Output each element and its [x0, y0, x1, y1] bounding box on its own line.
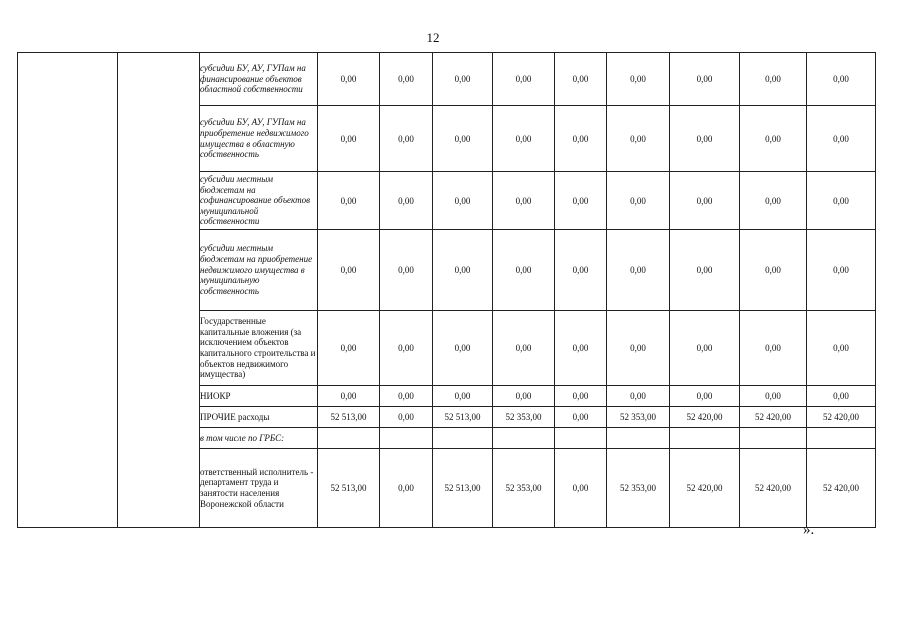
- row-label: Государственные капитальные вложения (за исключением объектов капитального строительства и объектов недвижимого имущества): [200, 311, 318, 386]
- value-cell: 0,00: [493, 106, 555, 172]
- value-cell: [740, 428, 807, 449]
- value-cell: 0,00: [318, 53, 380, 106]
- budget-table-body: [18, 53, 876, 528]
- value-cell: 0,00: [318, 106, 380, 172]
- value-cell: 0,00: [670, 106, 740, 172]
- value-cell: 0,00: [555, 230, 607, 311]
- value-cell: 0,00: [555, 106, 607, 172]
- value-cell: 0,00: [807, 230, 876, 311]
- value-cell: 52 420,00: [670, 449, 740, 528]
- value-cell: 0,00: [807, 311, 876, 386]
- value-cell: 0,00: [493, 386, 555, 407]
- value-cell: 0,00: [740, 106, 807, 172]
- value-cell: 0,00: [670, 53, 740, 106]
- value-cell: 0,00: [740, 386, 807, 407]
- row-label: субсидии местным бюджетам на приобретение недвижимого имущества в муниципальную собственность: [200, 230, 318, 311]
- value-cell: 0,00: [493, 172, 555, 230]
- value-cell: 0,00: [670, 230, 740, 311]
- value-cell: 0,00: [555, 386, 607, 407]
- value-cell: [555, 428, 607, 449]
- value-cell: 0,00: [380, 230, 433, 311]
- value-cell: 0,00: [380, 106, 433, 172]
- value-cell: 52 420,00: [740, 449, 807, 528]
- value-cell: 0,00: [670, 311, 740, 386]
- value-cell: [493, 428, 555, 449]
- value-cell: 0,00: [380, 172, 433, 230]
- value-cell: 0,00: [555, 311, 607, 386]
- row-label: субсидии местным бюджетам на софинансирование объектов муниципальной собственности: [200, 172, 318, 230]
- value-cell: 0,00: [493, 230, 555, 311]
- value-cell: 0,00: [433, 172, 493, 230]
- value-cell: 0,00: [555, 53, 607, 106]
- value-cell: 0,00: [807, 53, 876, 106]
- value-cell: [433, 428, 493, 449]
- value-cell: [318, 428, 380, 449]
- value-cell: 0,00: [670, 172, 740, 230]
- value-cell: 0,00: [380, 53, 433, 106]
- value-cell: 0,00: [607, 172, 670, 230]
- value-cell: [807, 428, 876, 449]
- value-cell: 0,00: [740, 311, 807, 386]
- value-cell: 0,00: [670, 386, 740, 407]
- value-cell: 0,00: [555, 407, 607, 428]
- value-cell: 0,00: [607, 106, 670, 172]
- value-cell: 0,00: [493, 53, 555, 106]
- value-cell: 52 420,00: [740, 407, 807, 428]
- value-cell: 0,00: [807, 172, 876, 230]
- value-cell: 52 513,00: [433, 407, 493, 428]
- page-number: 12: [426, 30, 440, 45]
- value-cell: 52 513,00: [318, 449, 380, 528]
- value-cell: 0,00: [433, 230, 493, 311]
- value-cell: 52 353,00: [493, 449, 555, 528]
- value-cell: 0,00: [555, 449, 607, 528]
- value-cell: 0,00: [380, 311, 433, 386]
- budget-table: [17, 52, 876, 528]
- value-cell: 0,00: [318, 230, 380, 311]
- value-cell: 0,00: [433, 386, 493, 407]
- value-cell: 0,00: [318, 386, 380, 407]
- value-cell: 52 420,00: [670, 407, 740, 428]
- closing-quote-mark: ».: [803, 522, 815, 538]
- row-label: субсидии БУ, АУ, ГУПам на финансирование объектов областной собственности: [200, 53, 318, 106]
- value-cell: 0,00: [555, 172, 607, 230]
- row-label: ответственный исполнитель - департамент труда и занятости населения Воронежской области: [200, 449, 318, 528]
- value-cell: 52 420,00: [807, 407, 876, 428]
- value-cell: 0,00: [493, 311, 555, 386]
- value-cell: 0,00: [318, 311, 380, 386]
- value-cell: 52 353,00: [607, 449, 670, 528]
- merged-blank-cell: [118, 53, 200, 528]
- value-cell: 0,00: [380, 449, 433, 528]
- value-cell: 0,00: [433, 53, 493, 106]
- value-cell: [607, 428, 670, 449]
- value-cell: 0,00: [740, 172, 807, 230]
- value-cell: 52 513,00: [433, 449, 493, 528]
- value-cell: 0,00: [318, 172, 380, 230]
- value-cell: 0,00: [607, 386, 670, 407]
- value-cell: 0,00: [740, 230, 807, 311]
- value-cell: 0,00: [607, 53, 670, 106]
- value-cell: 0,00: [740, 53, 807, 106]
- merged-blank-cell: [18, 53, 118, 528]
- value-cell: 0,00: [807, 386, 876, 407]
- value-cell: 0,00: [380, 407, 433, 428]
- value-cell: 0,00: [807, 106, 876, 172]
- value-cell: 0,00: [607, 230, 670, 311]
- table-row: [18, 53, 876, 106]
- row-label: ПРОЧИЕ расходы: [200, 407, 318, 428]
- value-cell: [670, 428, 740, 449]
- row-label: НИОКР: [200, 386, 318, 407]
- value-cell: 0,00: [607, 311, 670, 386]
- value-cell: 52 353,00: [607, 407, 670, 428]
- value-cell: [380, 428, 433, 449]
- value-cell: 0,00: [380, 386, 433, 407]
- value-cell: 52 420,00: [807, 449, 876, 528]
- row-label: субсидии БУ, АУ, ГУПам на приобретение недвижимого имущества в областную собственность: [200, 106, 318, 172]
- value-cell: 52 513,00: [318, 407, 380, 428]
- value-cell: 0,00: [433, 311, 493, 386]
- row-label: в том числе по ГРБС:: [200, 428, 318, 449]
- value-cell: 52 353,00: [493, 407, 555, 428]
- value-cell: 0,00: [433, 106, 493, 172]
